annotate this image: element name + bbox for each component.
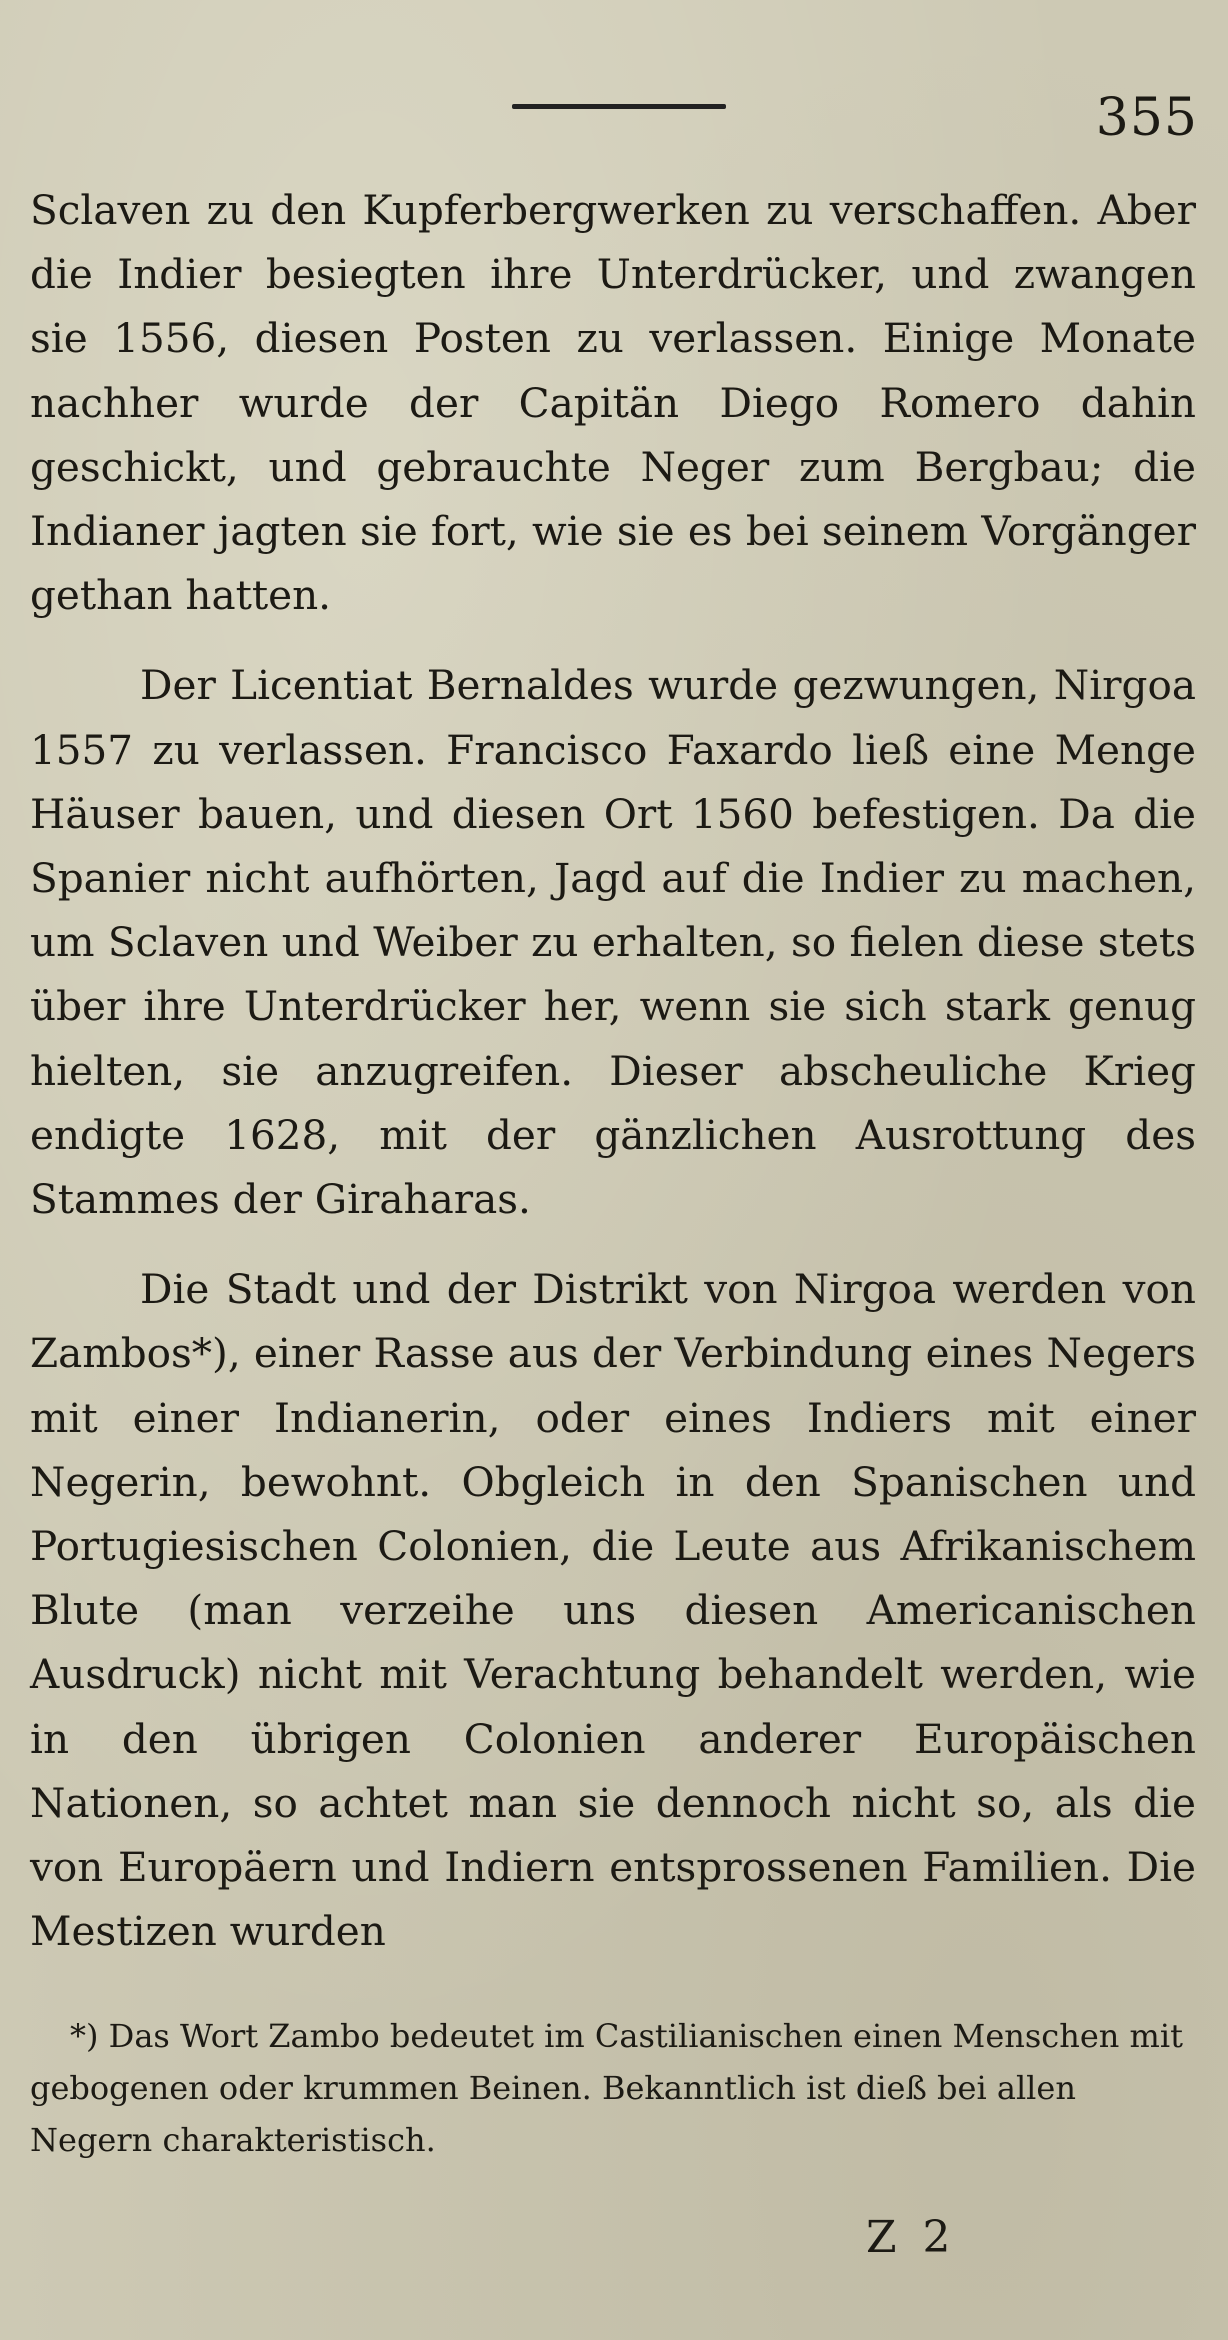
body-text: [30, 178, 1196, 1963]
header-rule: [512, 104, 726, 109]
paragraph-2: Der Licentiat Bernaldes wurde gezwungen, Nirgoa 1557 zu verlassen. Francisco Faxardo ließ eine Menge Häuser bauen, und diesen Ort 1560 befestigen. Da die Spanier nicht aufhörten, Jagd auf die Indier zu machen, um Sclaven und Weiber zu erhalten, so fielen diese stets über ihre Unterdrücker her, wenn sie sich stark genug hielten, sie anzugreifen. Dieser abscheuliche Krieg endigte 1628, mit der gänzlichen Ausrottung des Stammes der Giraharas.: [30, 661, 1196, 1224]
page-number: 355: [1095, 88, 1198, 148]
footnote: [30, 2010, 1196, 2166]
footnote-text: Das Wort Zambo bedeutet im Castilianischen einen Menschen mit gebogenen oder krummen Beinen. Bekanntlich ist dieß bei allen Negern charakteristisch.: [30, 2017, 1183, 2159]
paragraph-3: Die Stadt und der Distrikt von Nirgoa werden von Zambos*), einer Rasse aus der Verbindung eines Negers mit einer Indianerin, oder eines Indiers mit einer Negerin, bewohnt. Obgleich in den Spanischen und Portugiesischen Colonien, die Leute aus Afrikanischem Blute (man verzeihe uns diesen Americanischen Ausdruck) nicht mit Verachtung behandelt werden, wie in den übrigen Colonien anderer Europäischen Nationen, so achtet man sie dennoch nicht so, als die von Europäern und Indiern entsprossenen Familien. Die Mestizen wurden: [30, 1265, 1196, 1956]
signature-mark: Z 2: [866, 2212, 957, 2263]
paragraph-1: Sclaven zu den Kupferbergwerken zu verschaffen. Aber die Indier besiegten ihre Unterdrücker, und zwangen sie 1556, diesen Posten zu verlassen. Einige Monate nachher wurde der Capitän Diego Romero dahin geschickt, und gebrauchte Neger zum Bergbau; die Indianer jagten sie fort, wie sie es bei seinem Vorgänger gethan hatten.: [30, 186, 1196, 620]
footnote-marker: *): [70, 2017, 99, 2055]
